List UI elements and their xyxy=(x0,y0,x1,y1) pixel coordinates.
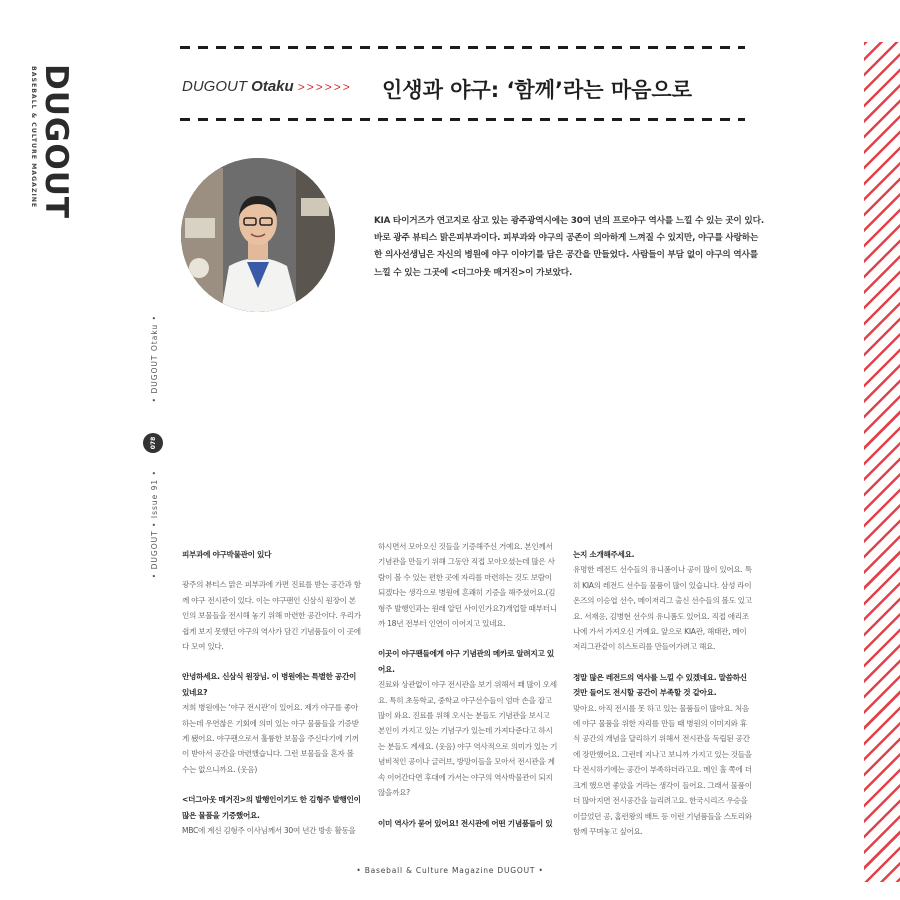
section-tag-arrows: >>>>>> xyxy=(297,80,352,94)
interview-question: 는지 소개해주세요. xyxy=(573,550,635,559)
red-diagonal-stripes xyxy=(864,42,900,882)
paragraph: 광주의 뷰티스 맑은 피부과에 가면 진료를 받는 공간과 함께 야구 전시관이 있다. 이는 야구팬인 신삼식 원장이 본인의 보물들을 전시해 놓기 위해 마련한 공간이다. 우리가 쉽게 보지 못했던 야구의 역사가 담긴 기념품들이 이 곳에 다 모여 있다. xyxy=(182,580,361,652)
doctor-portrait-photo xyxy=(181,158,335,312)
interview-answer: 저희 병원에는 ‘야구 전시관’이 있어요. 제가 야구를 좋아하는데 우연찮은 기회에 의미 있는 야구 물품들을 기증받게 됐어요. 야구팬으로서 훌륭한 보물을 주신다기에 기꺼이 받아서 공간을 마련했습니다. 그런 보물들을 혼자 볼 수는 없으니까요. (웃음) xyxy=(182,703,359,774)
interview-question: 이곳이 야구팬들에게 야구 기념관의 메카로 알려지고 있어요. xyxy=(378,649,554,674)
interview-question: 이미 역사가 묻어 있어요! 전시관에 어떤 기념품들이 있 xyxy=(378,818,553,828)
section-tag-light: DUGOUT xyxy=(182,78,252,95)
section-tag-bold: Otaku xyxy=(251,78,294,95)
text-column-1 xyxy=(182,547,362,839)
spine-issue-label: • DUGOUT • Issue 91 • xyxy=(150,470,159,579)
article-title: 인생과 야구: ‘함께’라는 마음으로 xyxy=(382,78,693,102)
header-bottom-dashes xyxy=(180,118,745,121)
section-tag xyxy=(182,78,352,95)
text-column-3 xyxy=(573,547,753,839)
interview-question: <더그아웃 매거진>의 발행인이기도 한 김형주 발행인이 많은 물품을 기증했어요. xyxy=(182,795,361,820)
text-column-2 xyxy=(378,539,558,831)
header-top-dashes xyxy=(180,46,745,49)
brand-subtitle: BASEBALL & CULTURE MAGAZINE xyxy=(30,66,38,209)
interview-answer: 유명한 레전드 선수들의 유니폼이나 공이 많이 있어요. 특히 KIA의 레전드 선수들 물품이 많이 있습니다. 삼성 라이온즈의 이승엽 선수, 메이저리그 출신 선수들의 볼도 있고요. 서재응, 김병현 선수의 유니폼도 있어요. 직접 애리조나에 가서 가져오신 거예요. 앞으로 KIA관, 해태관, 메이저리그관같이 히스토리를 만들어가려고 해요. xyxy=(573,565,752,652)
brand-logo: DUGOUT xyxy=(38,64,74,220)
article-intro: KIA 타이거즈가 연고지로 삼고 있는 광주광역시에는 30여 년의 프로야구 역사를 느낄 수 있는 곳이 있다. 바로 광주 뷰티스 맑은피부과이다. 피부과와 야구의 공존이 의아하게 느껴질 수 있지만, 야구를 사랑하는 한 의사선생님은 자신의 병원에 야구 이야기를 담은 공간을 만들었다. 사람들이 부담 없이 야구의 역사를 느낄 수 있는 그곳에 <더그아웃 매거진>이 가보았다. xyxy=(374,216,764,278)
portrait-illustration xyxy=(181,158,335,312)
interview-answer: 진료와 상관없이 야구 전시관을 보기 위해서 꽤 많이 오세요. 특히 초등학교, 중학교 야구선수들이 엄마 손을 잡고 많이 와요. 진료를 위해 오시는 분들도 기념관을 보시고 본인이 가지고 있는 기념구가 있는데 가져다준다고 하시는 분들도 계세요. (웃음) 야구 역사적으로 의미가 있는 기념비적인 공이나 글러브, 방망이들을 모아서 전시관을 계속 이어간다면 후대에 가서는 야구의 역사박물관이 되지 않을까요? xyxy=(378,680,558,798)
interview-answer: 하시면서 모아오신 것들을 기증해주신 거예요. 본인께서 기념관을 만들기 위해 그동안 직접 모아오셨는데 많은 사람이 볼 수 있는 편한 곳에 자리를 마련하는 것도 보람이 되겠다는 생각으로 병원에 흔쾌히 기증을 해주셨어요.(김형주 발행인과는 원래 알던 사이인가요?)개업할 때부터니까 18년 전부터 인연이 이어지고 있네요. xyxy=(378,542,557,629)
interview-question: 안녕하세요. 신삼식 원장님. 이 병원에는 특별한 공간이 있네요? xyxy=(182,672,357,697)
spine-section-label: • DUGOUT Otaku • xyxy=(150,315,159,403)
interview-answer: MBC에 계신 김형주 이사님께서 30여 년간 방송 활동을 xyxy=(182,826,356,836)
interview-question: 정말 많은 레전드의 역사를 느낄 수 있겠네요. 말씀하신 것만 들어도 전시할 공간이 부족할 것 같아요. xyxy=(573,672,747,698)
page-footer: • Baseball & Culture Magazine DUGOUT • xyxy=(356,866,544,875)
interview-answer: 맞아요. 아직 전시를 못 하고 있는 물품들이 많아요. 처음에 야구 물품을 위한 자리를 만들 때 병원의 이미지와 휴식 공간의 개념을 달리하기 위해서 전시관을 독립된 공간에 장만했어요. 그런데 지나고 보니까 가지고 있는 것들을 다 전시하기에는 공간이 부족하더라고요. 메인 홀 쪽에 더 크게 했으면 좋았을 거라는 생각이 들어요. 그래서 물품이 더 많아지면 전시공간을 늘리려고요. 한국시리즈 우승을 이끌었던 공, 홈런왕의 배트 등 이런 기념품들을 스토리와 함께 꾸며놓고 싶어요. xyxy=(573,703,752,836)
column-heading: 피부과에 야구박물관이 있다 xyxy=(182,550,272,559)
page-number-badge: 078 xyxy=(143,433,163,453)
magazine-brand xyxy=(30,64,74,234)
